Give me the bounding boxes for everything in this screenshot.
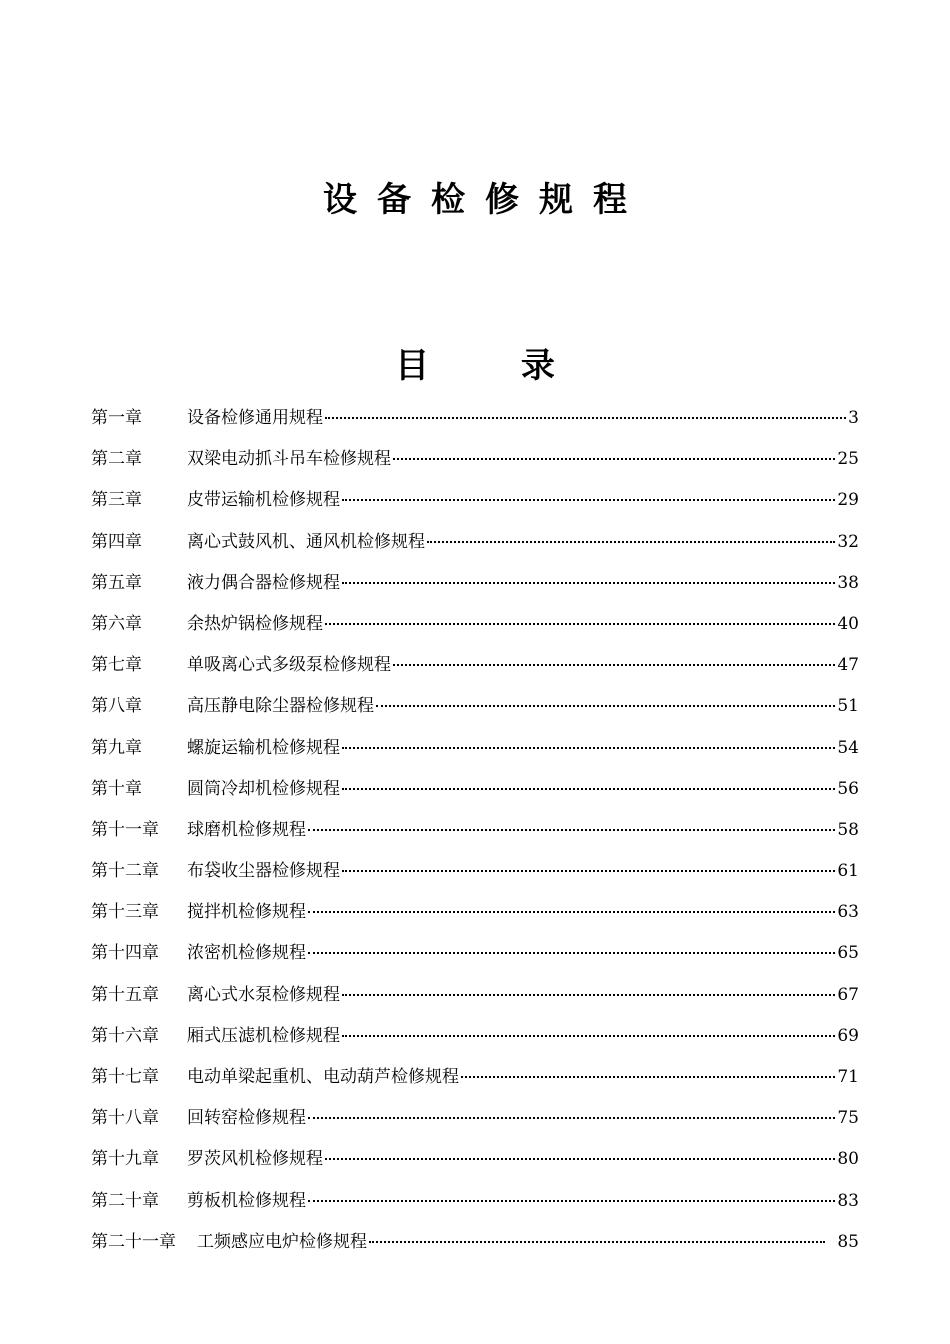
- toc-chapter-title: 螺旋运输机检修规程: [187, 737, 340, 758]
- toc-dot-leader: [427, 531, 835, 543]
- toc-chapter-label: 第十八章: [91, 1108, 159, 1129]
- toc-dot-leader: [342, 984, 835, 996]
- toc-entry-12[interactable]: [91, 858, 859, 899]
- toc-dot-leader: [342, 572, 835, 584]
- toc-chapter-label: 第十七章: [91, 1067, 159, 1087]
- toc-chapter-label: 第十一章: [91, 819, 159, 840]
- toc-chapter-label: 第一章: [91, 408, 142, 428]
- toc-page-number: 40: [837, 613, 859, 634]
- toc-entry-16[interactable]: [91, 1023, 859, 1064]
- toc-dot-leader: [393, 448, 835, 460]
- toc-entry-20[interactable]: [91, 1188, 859, 1229]
- toc-chapter-label: 第十章: [91, 778, 142, 799]
- toc-entry-5[interactable]: [91, 570, 859, 611]
- toc-page-number: 3: [848, 408, 859, 428]
- toc-entry-15[interactable]: [91, 982, 859, 1023]
- toc-chapter-title: 高压静电除尘器检修规程: [187, 696, 374, 717]
- toc-entry-9[interactable]: [91, 735, 859, 776]
- toc-dot-leader: [308, 1190, 835, 1202]
- toc-entry-1[interactable]: [91, 405, 859, 446]
- toc-page-number: 47: [837, 655, 859, 676]
- toc-entry-11[interactable]: [91, 817, 859, 858]
- toc-dot-leader: [308, 1107, 835, 1119]
- toc-entry-10[interactable]: [91, 776, 859, 817]
- toc-chapter-title: 厢式压滤机检修规程: [187, 1025, 340, 1046]
- toc-chapter-title: 液力偶合器检修规程: [187, 572, 340, 593]
- toc-dot-leader: [325, 1148, 835, 1160]
- toc-entry-6[interactable]: [91, 611, 859, 652]
- toc-page-number: 75: [837, 1108, 859, 1129]
- toc-chapter-label: 第十四章: [91, 943, 159, 964]
- toc-chapter-label: 第十九章: [91, 1149, 159, 1170]
- toc-chapter-label: 第三章: [91, 490, 142, 511]
- toc-chapter-label: 第五章: [91, 572, 142, 593]
- toc-page-number: 51: [837, 696, 859, 717]
- toc-chapter-label: 第九章: [91, 737, 142, 758]
- toc-chapter-title: 余热炉锅检修规程: [187, 613, 323, 634]
- toc-entry-3[interactable]: [91, 487, 859, 528]
- toc-dot-leader: [308, 942, 835, 954]
- toc-dot-leader: [369, 1231, 825, 1243]
- toc-chapter-label: 第十三章: [91, 902, 159, 923]
- toc-dot-leader: [461, 1066, 835, 1078]
- toc-chapter-label: 第七章: [91, 655, 142, 676]
- toc-chapter-title: 电动单梁起重机、电动葫芦检修规程: [187, 1067, 459, 1087]
- toc-chapter-label: 第二章: [91, 449, 142, 470]
- toc-page-number: 54: [837, 737, 859, 758]
- toc-chapter-title: 剪板机检修规程: [187, 1190, 306, 1211]
- toc-entry-7[interactable]: [91, 652, 859, 693]
- toc-dot-leader: [376, 695, 835, 707]
- toc-chapter-label: 第十六章: [91, 1025, 159, 1046]
- toc-dot-leader: [308, 819, 835, 831]
- toc-page-number: 80: [837, 1149, 859, 1170]
- toc-page-number: 83: [837, 1190, 859, 1211]
- toc-chapter-label: 第八章: [91, 696, 142, 717]
- toc-chapter-title: 双梁电动抓斗吊车检修规程: [187, 449, 391, 470]
- toc-dot-leader: [342, 1025, 835, 1037]
- document-title: 设备检修规程: [323, 180, 647, 220]
- toc-page-number: 56: [837, 778, 859, 799]
- toc-dot-leader: [342, 489, 835, 501]
- toc-page-number: 25: [837, 449, 859, 470]
- toc-page-number: 38: [837, 572, 859, 593]
- toc-page-number: 69: [837, 1025, 859, 1046]
- toc-heading: 目 录: [395, 346, 595, 386]
- toc-chapter-title: 单吸离心式多级泵检修规程: [187, 655, 391, 676]
- toc-dot-leader: [342, 860, 835, 872]
- toc-page-number: 29: [837, 490, 859, 511]
- toc-chapter-title: 圆筒冷却机检修规程: [187, 778, 340, 799]
- toc-dot-leader: [308, 901, 835, 913]
- toc-entry-14[interactable]: [91, 940, 859, 981]
- toc-chapter-label: 第十五章: [91, 984, 159, 1005]
- toc-page-number: 71: [837, 1067, 859, 1087]
- toc-dot-leader: [342, 737, 835, 749]
- toc-chapter-title: 离心式水泵检修规程: [187, 984, 340, 1005]
- toc-chapter-title: 搅拌机检修规程: [187, 902, 306, 923]
- toc-chapter-title: 回转窑检修规程: [187, 1108, 306, 1129]
- toc-chapter-label: 第二十章: [91, 1190, 159, 1211]
- toc-entry-18[interactable]: [91, 1105, 859, 1146]
- toc-dot-leader: [342, 778, 835, 790]
- toc-chapter-title: 球磨机检修规程: [187, 819, 306, 840]
- toc-page-number: 65: [837, 943, 859, 964]
- toc-entry-8[interactable]: [91, 693, 859, 734]
- toc-entry-21[interactable]: [91, 1229, 859, 1270]
- toc-page-number: 32: [837, 531, 859, 552]
- toc-chapter-title: 浓密机检修规程: [187, 943, 306, 964]
- toc-chapter-label: 第四章: [91, 531, 142, 552]
- toc-chapter-title: 设备检修通用规程: [187, 408, 323, 428]
- toc-entry-17[interactable]: [91, 1064, 859, 1105]
- toc-entry-4[interactable]: [91, 529, 859, 570]
- toc-chapter-title: 离心式鼓风机、通风机检修规程: [187, 531, 425, 552]
- toc-chapter-title: 皮带运输机检修规程: [187, 490, 340, 511]
- toc-chapter-label: 第六章: [91, 613, 142, 634]
- toc-page-number: 61: [837, 861, 859, 882]
- toc-page-number: 67: [837, 984, 859, 1005]
- toc-chapter-label: 第十二章: [91, 861, 159, 882]
- toc-chapter-title: 工频感应电炉检修规程: [197, 1231, 367, 1252]
- toc-dot-leader: [393, 654, 835, 666]
- toc-entry-19[interactable]: [91, 1146, 859, 1187]
- toc-page-number: 63: [837, 902, 859, 923]
- toc-dot-leader: [325, 407, 846, 419]
- toc-chapter-title: 罗茨风机检修规程: [187, 1149, 323, 1170]
- toc-page-number: 58: [837, 819, 859, 840]
- toc-page-number: 85: [837, 1231, 859, 1252]
- toc-entry-13[interactable]: [91, 899, 859, 940]
- toc-entry-2[interactable]: [91, 446, 859, 487]
- table-of-contents: [91, 405, 859, 1270]
- toc-dot-leader: [325, 613, 835, 625]
- toc-chapter-title: 布袋收尘器检修规程: [187, 861, 340, 882]
- toc-chapter-label: 第二十一章: [91, 1231, 176, 1252]
